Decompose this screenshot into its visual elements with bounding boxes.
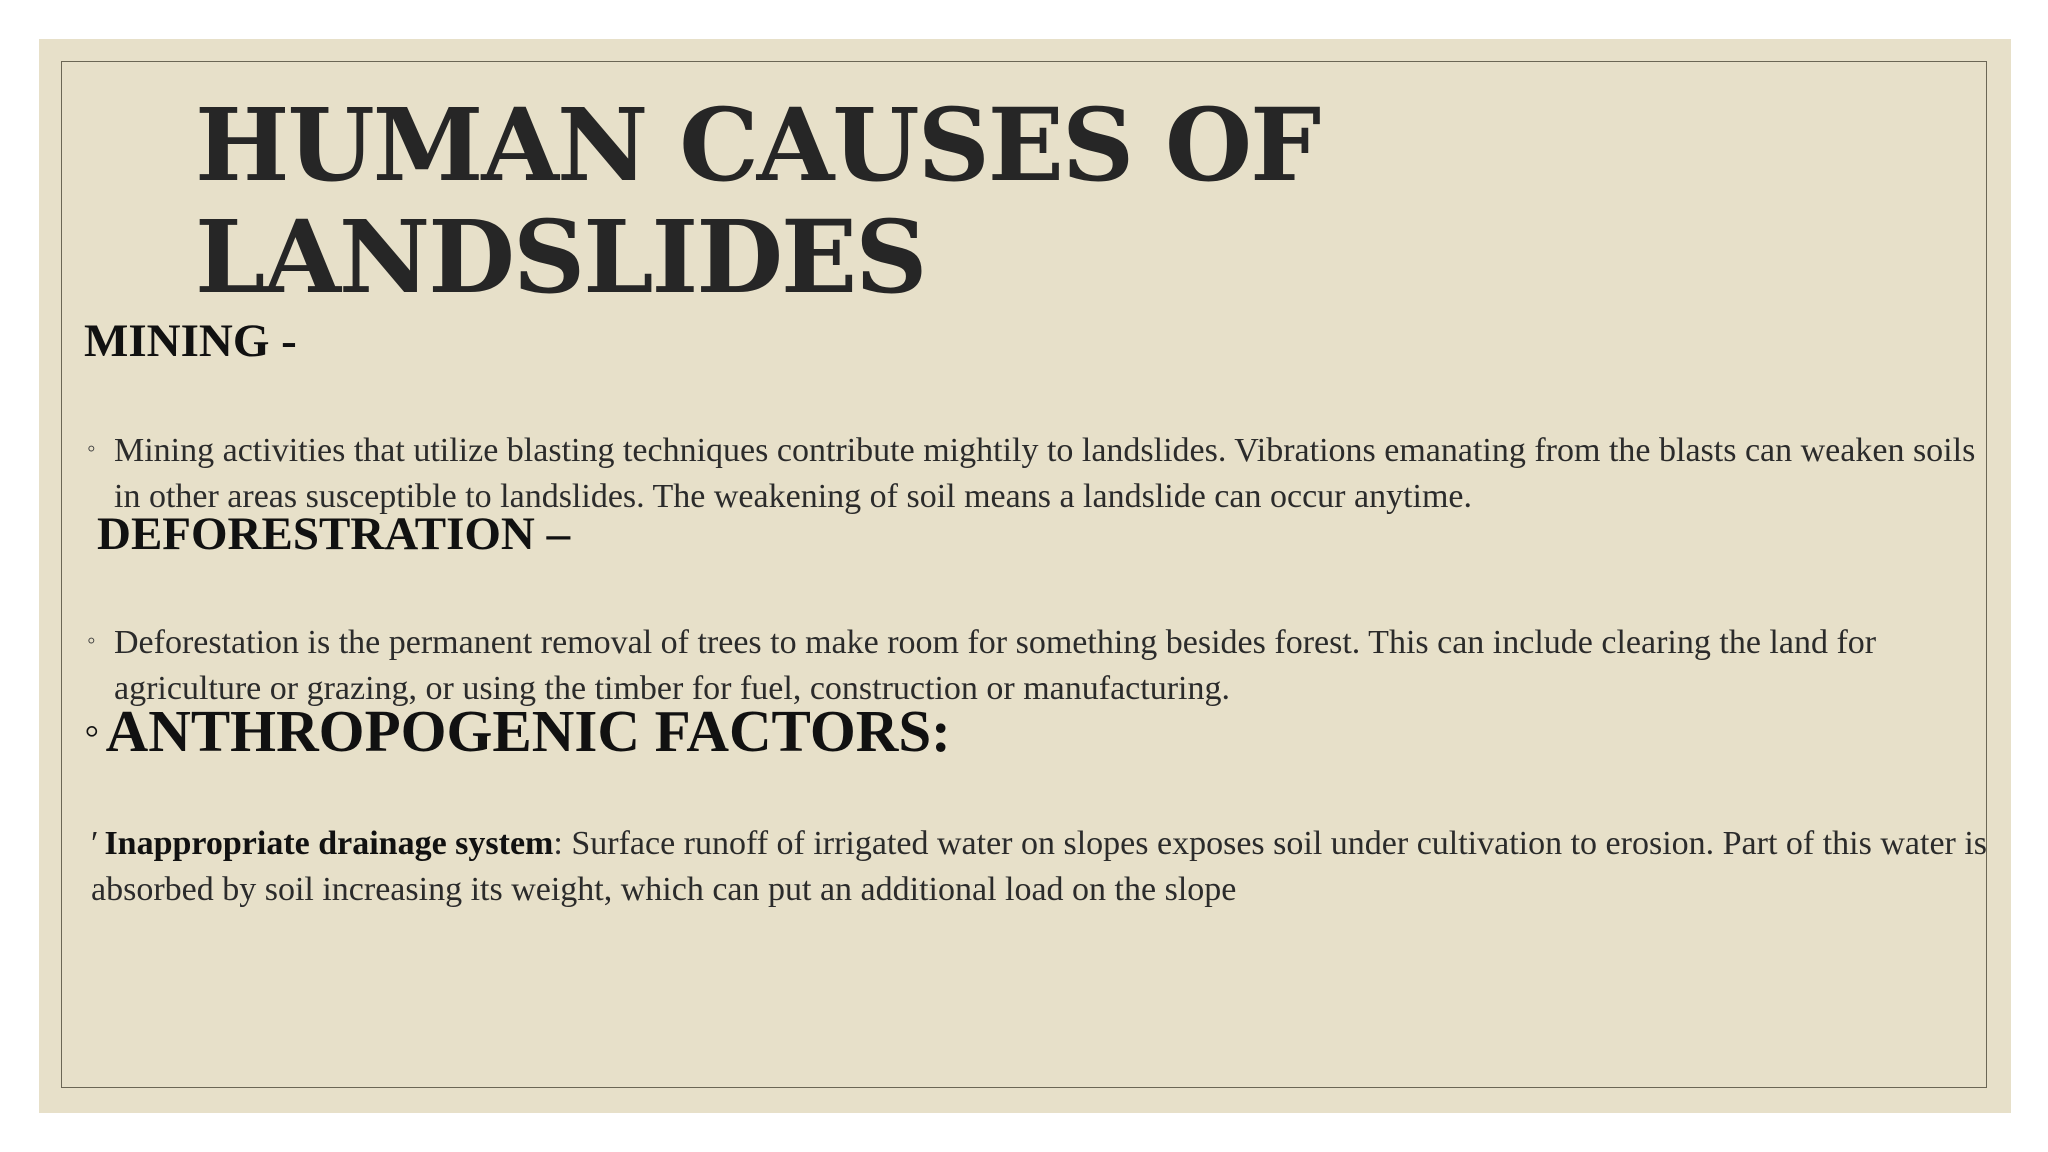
deforestation-text: Deforestation is the permanent removal of trees to make room for something besides forest. This can include clearing the land for agriculture or grazing, or using the timber for fuel, construction or manufacturing. [114, 624, 1877, 707]
drainage-lead-term: Inappropriate drainage system [104, 825, 554, 862]
title-line-2: LANDSLIDES [195, 198, 926, 316]
title-line-1: HUMAN CAUSES OF [195, 86, 1320, 204]
slide-title [195, 86, 1320, 316]
drainage-text: : Surface runoff of irrigated water on slopes exposes soil under cultivation to erosion. Part of this water is absorbed by soil increasing its weight, which can put an additional load on the slope [91, 825, 1988, 908]
mining-text: Mining activities that utilize blasting techniques contribute mightily to landslides. Vibrations emanating from the blasts can weaken soils in other areas susceptible to landslides. The weakening of soil means a landslide can occur anytime. [114, 432, 1976, 515]
drainage-paragraph [91, 821, 2011, 913]
anthropogenic-heading [84, 693, 951, 769]
bullet-icon: ◦ [87, 436, 96, 462]
bullet-icon: ◦ [87, 628, 96, 654]
tick-mark: ′ [91, 825, 99, 862]
slide [39, 39, 2011, 1113]
bullet-icon: ◦ [84, 706, 100, 755]
deforestation-heading: DEFORESTRATION – [97, 508, 571, 560]
mining-heading: MINING - [84, 315, 297, 367]
anthropogenic-heading-text: ANTHROPOGENIC FACTORS: [105, 698, 951, 764]
